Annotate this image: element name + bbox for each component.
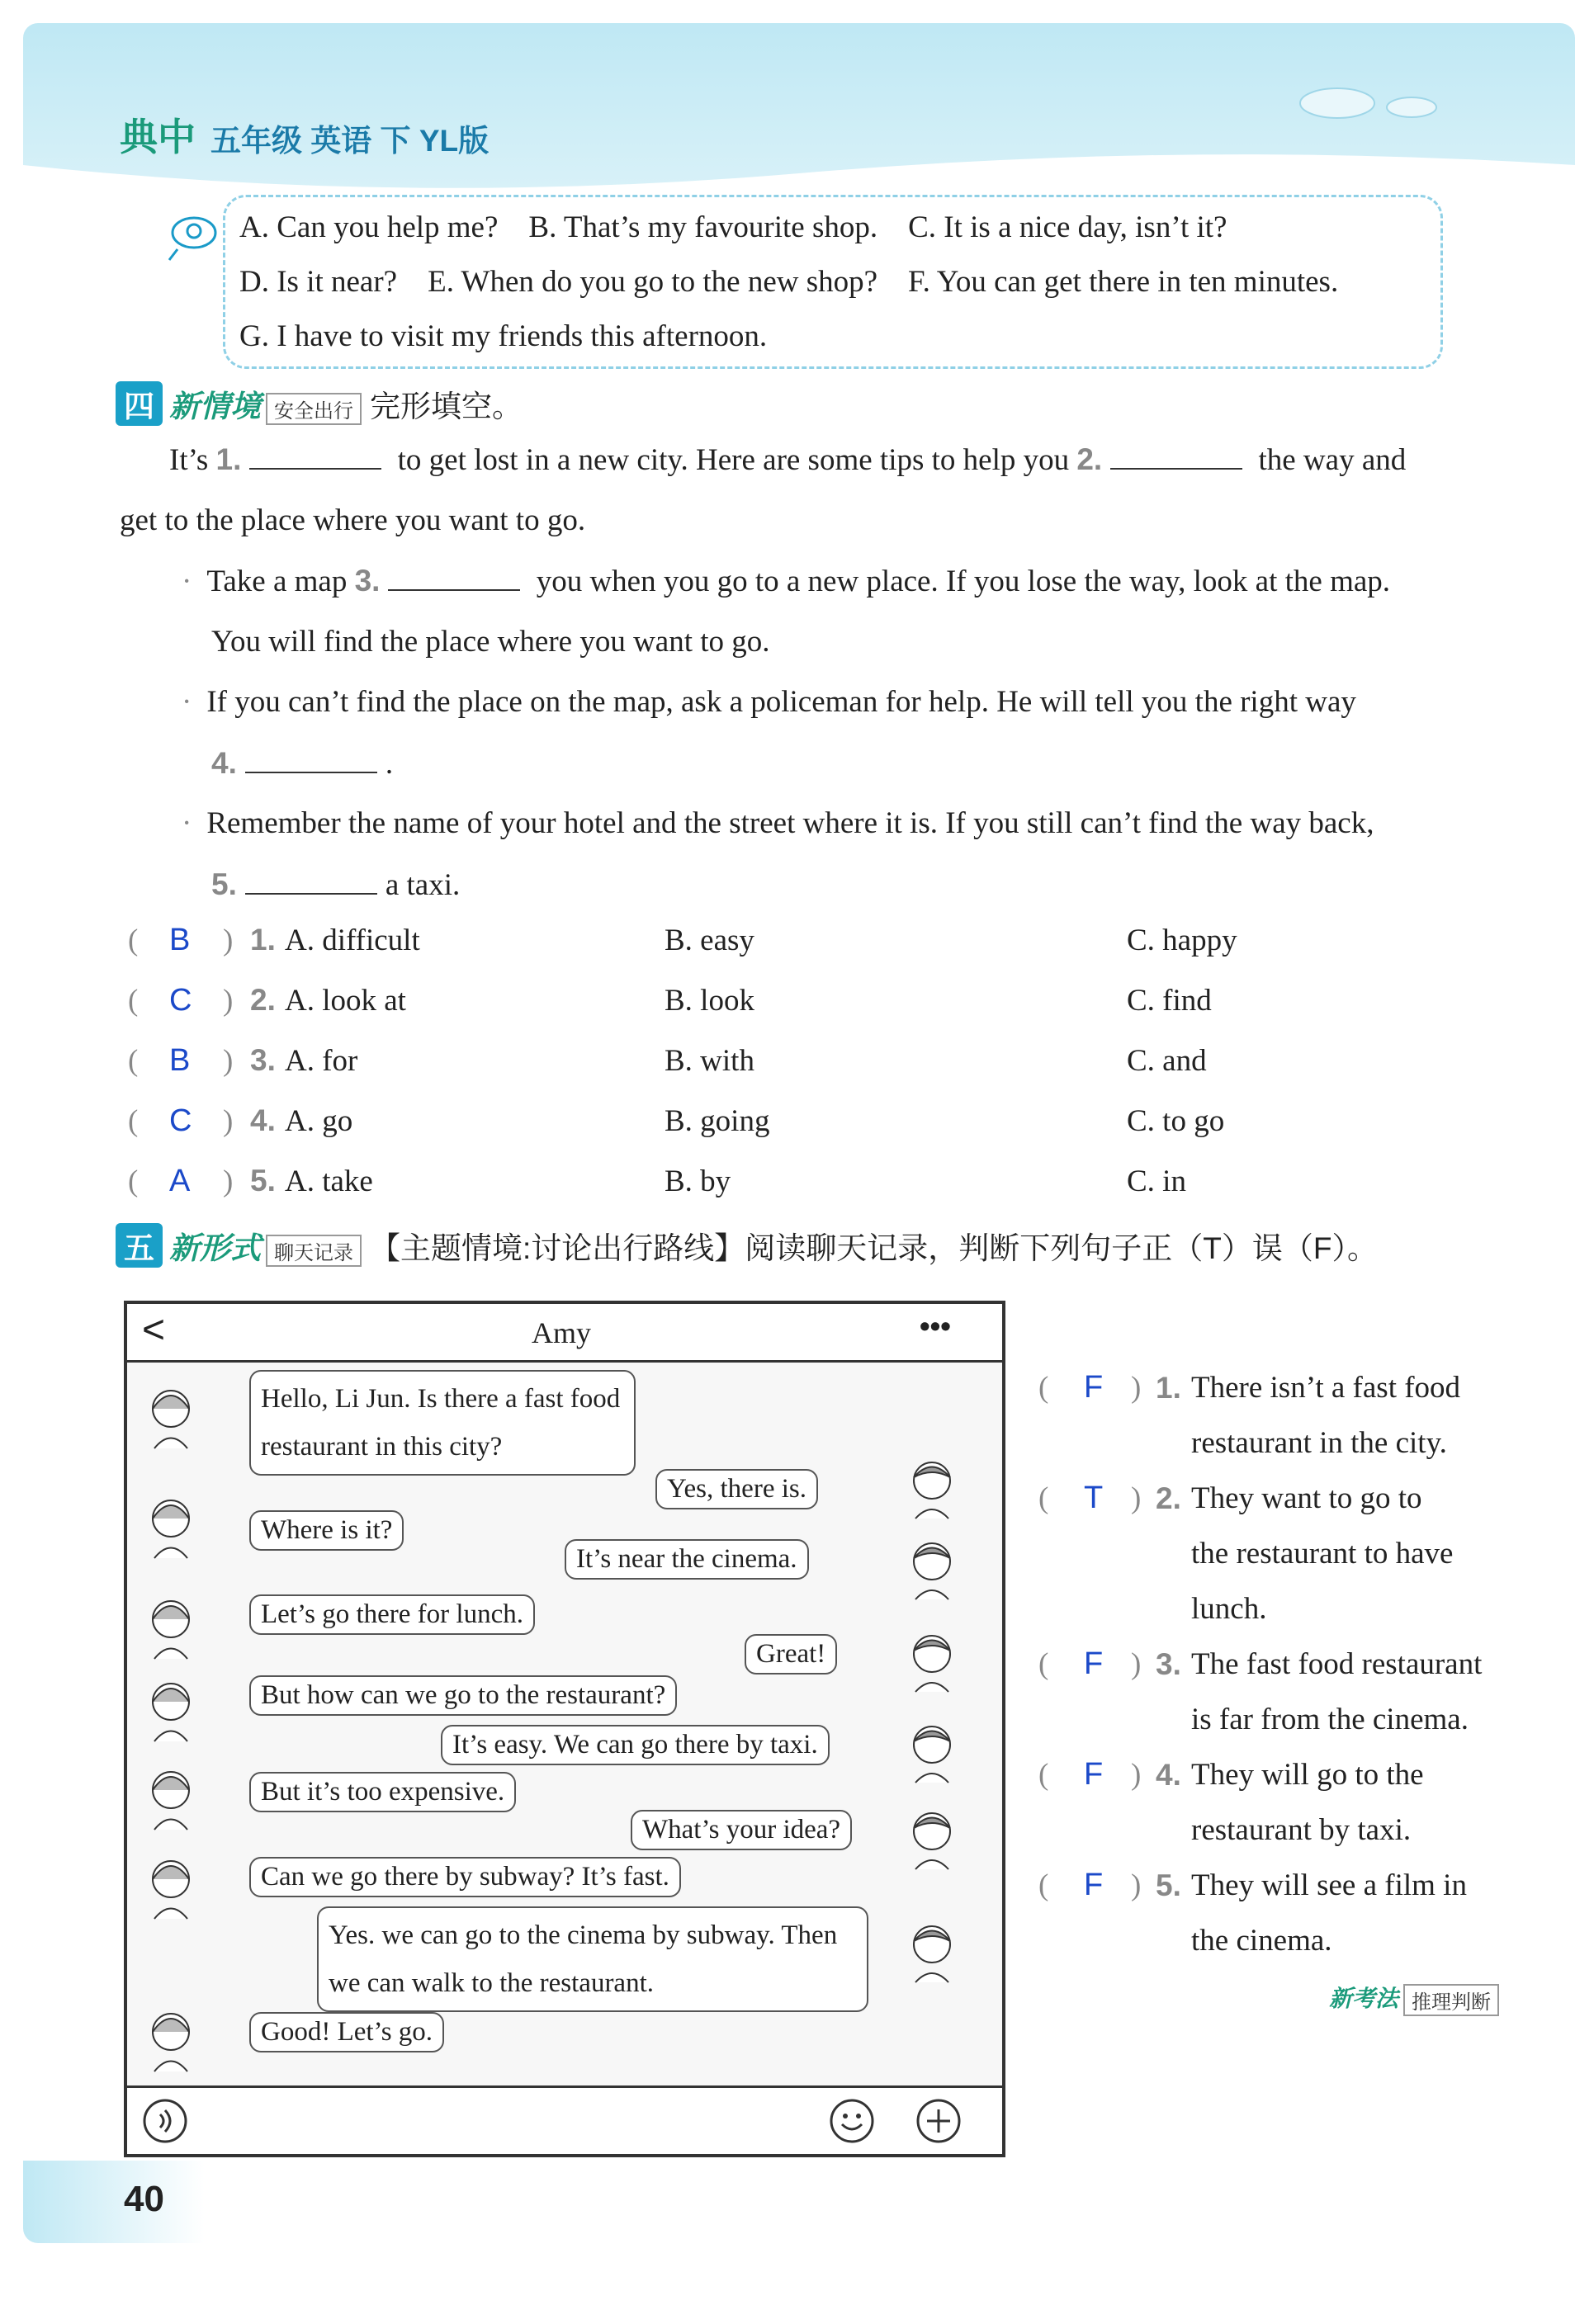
book-title: 五年级 英语 下 YL版: [210, 124, 490, 158]
passage-text: It’s: [169, 443, 209, 477]
chat-input-bar: [127, 2085, 1002, 2154]
tip-text: you when you go to a new place. If you lose the way, look at the map.: [536, 564, 1391, 598]
tf-number: 1.: [1156, 1371, 1181, 1405]
section5-new-label: 新形式: [169, 1231, 261, 1265]
option-line-2: D. Is it near? E. When do you go to the new shop? F. You can get there in ten minutes.: [239, 265, 1339, 299]
tf-text: the restaurant to have: [1191, 1537, 1454, 1571]
option-line-3: G. I have to visit my friends this afternoon.: [239, 319, 768, 353]
lijun-avatar: [903, 1626, 961, 1693]
tf-answer[interactable]: F: [1084, 1646, 1104, 1681]
bullet: ·: [182, 564, 192, 598]
tip-2: [182, 672, 1356, 733]
amy-avatar: [142, 1675, 200, 1743]
option-line-1: A. Can you help me? B. That’s my favourite shop. C. It is a nice day, isn’t it?: [239, 210, 1227, 244]
question-row: ( C ) 2. A. look at B. look C. find: [128, 983, 1212, 1018]
section5-theme: 【主题情境:讨论出行路线】: [370, 1231, 745, 1265]
amy-avatar: [142, 1382, 200, 1450]
tf-number: 4.: [1156, 1758, 1181, 1792]
chat-header: [127, 1304, 1002, 1363]
section5-heading: [116, 1223, 1378, 1268]
option-a: A. take: [285, 1164, 373, 1198]
blank-5[interactable]: [245, 868, 377, 895]
blank-3[interactable]: [388, 564, 520, 591]
chat-bubble-lijun: It’s near the cinema.: [565, 1539, 809, 1580]
option-a: A. look at: [285, 984, 406, 1018]
method-tag: 推理判断: [1403, 1984, 1499, 2016]
tf-number: 3.: [1156, 1647, 1181, 1681]
cloud-icon: [1288, 66, 1453, 124]
section4-badge: 四: [116, 381, 163, 426]
tip-1-cont: You will find the place where you want to go.: [211, 625, 770, 659]
answer[interactable]: C: [169, 1103, 192, 1138]
option-c: C. to go: [1127, 1104, 1225, 1138]
chat-bubble-amy: Where is it?: [249, 1510, 404, 1551]
section5-badge: 五: [116, 1223, 163, 1268]
tf-text: the cinema.: [1191, 1924, 1332, 1958]
voice-icon[interactable]: [142, 2098, 188, 2144]
tip-2-cont: [211, 733, 393, 795]
option-b: B. going: [665, 1104, 770, 1138]
rocket-icon: [161, 198, 227, 264]
tip-text: .: [385, 747, 394, 781]
passage-text: the way and: [1258, 443, 1407, 477]
chat-bubble-lijun: Yes. we can go to the cinema by subway. Then we can walk to the restaurant.: [317, 1906, 868, 2012]
answer[interactable]: B: [169, 923, 191, 957]
question-number: 2.: [250, 983, 276, 1017]
option-b: B. look: [665, 984, 754, 1018]
chat-bubble-amy: But it’s too expensive.: [249, 1772, 516, 1812]
chat-bubble-amy: Can we go there by subway? It’s fast.: [249, 1857, 681, 1897]
blank-1[interactable]: [249, 443, 381, 470]
blank-number: 4.: [211, 746, 237, 780]
tf-text: is far from the cinema.: [1191, 1703, 1469, 1736]
lijun-avatar: [903, 1717, 961, 1784]
blank-number: 5.: [211, 867, 237, 901]
chat-bubble-amy: Hello, Li Jun. Is there a fast food restaurant in this city?: [249, 1370, 636, 1476]
add-icon[interactable]: [915, 2098, 962, 2144]
lijun-avatar: [903, 1916, 961, 1984]
passage-line-2: get to the place where you want to go.: [120, 503, 586, 537]
amy-avatar: [142, 2005, 200, 2073]
tip-3: [182, 793, 1374, 854]
tf-answer[interactable]: F: [1084, 1370, 1104, 1405]
option-b: B. with: [665, 1044, 754, 1078]
bullet: ·: [182, 806, 192, 840]
section5-title: 阅读聊天记录，判断下列句子正（T）误（F）。: [745, 1231, 1378, 1265]
chat-bubble-lijun: Yes, there is.: [655, 1469, 818, 1509]
tf-text: They will go to the: [1191, 1758, 1424, 1792]
tf-number: 2.: [1156, 1481, 1181, 1515]
lijun-avatar: [903, 1533, 961, 1601]
more-icon[interactable]: •••: [920, 1309, 951, 1343]
question-row: ( B ) 1. A. difficult B. easy C. happy: [128, 923, 1237, 957]
tf-text: The fast food restaurant: [1191, 1647, 1483, 1681]
tf-text: They want to go to: [1191, 1481, 1422, 1515]
tf-text: lunch.: [1191, 1592, 1267, 1626]
tf-text: They will see a film in: [1191, 1868, 1467, 1902]
question-row: ( B ) 3. A. for B. with C. and: [128, 1043, 1207, 1078]
option-c: C. in: [1127, 1164, 1186, 1198]
tf-text: restaurant in the city.: [1191, 1426, 1447, 1460]
section4-new-label: 新情境: [169, 390, 261, 423]
option-a: A. difficult: [285, 923, 420, 957]
option-b: B. by: [665, 1164, 731, 1198]
chat-bubble-lijun: Great!: [745, 1634, 837, 1675]
amy-avatar: [142, 1764, 200, 1831]
amy-avatar: [142, 1853, 200, 1920]
back-icon[interactable]: <: [142, 1308, 166, 1352]
tip-text: a taxi.: [385, 868, 461, 902]
section4-heading: [116, 381, 523, 426]
brand-logo: 典中: [120, 116, 196, 158]
tf-answer[interactable]: T: [1084, 1481, 1104, 1515]
tip-text: If you can’t find the place on the map, ask a policeman for help. He will tell you the right way: [206, 685, 1356, 719]
passage-line-1: [169, 429, 1406, 491]
question-number: 4.: [250, 1103, 276, 1137]
page-number: 40: [124, 2179, 164, 2219]
amy-avatar: [142, 1492, 200, 1560]
answer[interactable]: C: [169, 983, 192, 1018]
tf-answer[interactable]: F: [1084, 1868, 1104, 1902]
method-new-label: 新考法: [1329, 1986, 1399, 2011]
amy-avatar: [142, 1593, 200, 1660]
question-row: ( A ) 5. A. take B. by C. in: [128, 1164, 1186, 1198]
question-number: 5.: [250, 1164, 276, 1197]
tf-text: restaurant by taxi.: [1191, 1813, 1412, 1847]
tip-1: [182, 550, 1390, 612]
tf-answer[interactable]: F: [1084, 1757, 1104, 1792]
question-row: ( C ) 4. A. go B. going C. to go: [128, 1103, 1225, 1138]
option-a: A. for: [285, 1044, 358, 1078]
section4-tag: 安全出行: [266, 393, 362, 425]
answer[interactable]: B: [169, 1043, 191, 1078]
option-c: C. find: [1127, 984, 1212, 1018]
tf-text: There isn’t a fast food: [1191, 1371, 1461, 1405]
chat-bubble-lijun: It’s easy. We can go there by taxi.: [441, 1725, 830, 1765]
question-number: 3.: [250, 1043, 276, 1077]
option-c: C. and: [1127, 1044, 1207, 1078]
option-b: B. easy: [665, 923, 754, 957]
passage-text: to get lost in a new city. Here are some tips to help you: [397, 443, 1070, 477]
chat-bubble-amy: But how can we go to the restaurant?: [249, 1675, 677, 1716]
chat-contact-name: Amy: [532, 1316, 591, 1349]
question-number: 1.: [250, 923, 276, 957]
lijun-avatar: [903, 1452, 961, 1520]
lijun-avatar: [903, 1803, 961, 1871]
chat-bubble-amy: Good! Let’s go.: [249, 2012, 444, 2052]
option-c: C. happy: [1127, 923, 1237, 957]
blank-2[interactable]: [1110, 443, 1242, 470]
method-badge: [1329, 1981, 1507, 2016]
tf-number: 5.: [1156, 1868, 1181, 1902]
chat-window: [124, 1301, 1005, 2157]
bullet: ·: [182, 685, 192, 719]
blank-number: 3.: [354, 564, 381, 598]
answer[interactable]: A: [169, 1164, 191, 1198]
tip-3-cont: [211, 854, 460, 916]
blank-4[interactable]: [245, 747, 377, 773]
page-number-band: [23, 2161, 205, 2243]
option-a: A. go: [285, 1104, 353, 1138]
blank-number: 2.: [1076, 442, 1103, 476]
chat-bubble-lijun: What’s your idea?: [631, 1810, 852, 1850]
section5-tag: 聊天记录: [266, 1235, 362, 1267]
tip-text: Take a map: [206, 564, 348, 598]
tip-text: Remember the name of your hotel and the street where it is. If you still can’t find the way back,: [206, 806, 1374, 840]
chat-bubble-amy: Let’s go there for lunch.: [249, 1594, 535, 1635]
emoji-icon[interactable]: [829, 2098, 875, 2144]
section4-title: 完形填空。: [370, 390, 523, 423]
blank-number: 1.: [215, 442, 242, 476]
